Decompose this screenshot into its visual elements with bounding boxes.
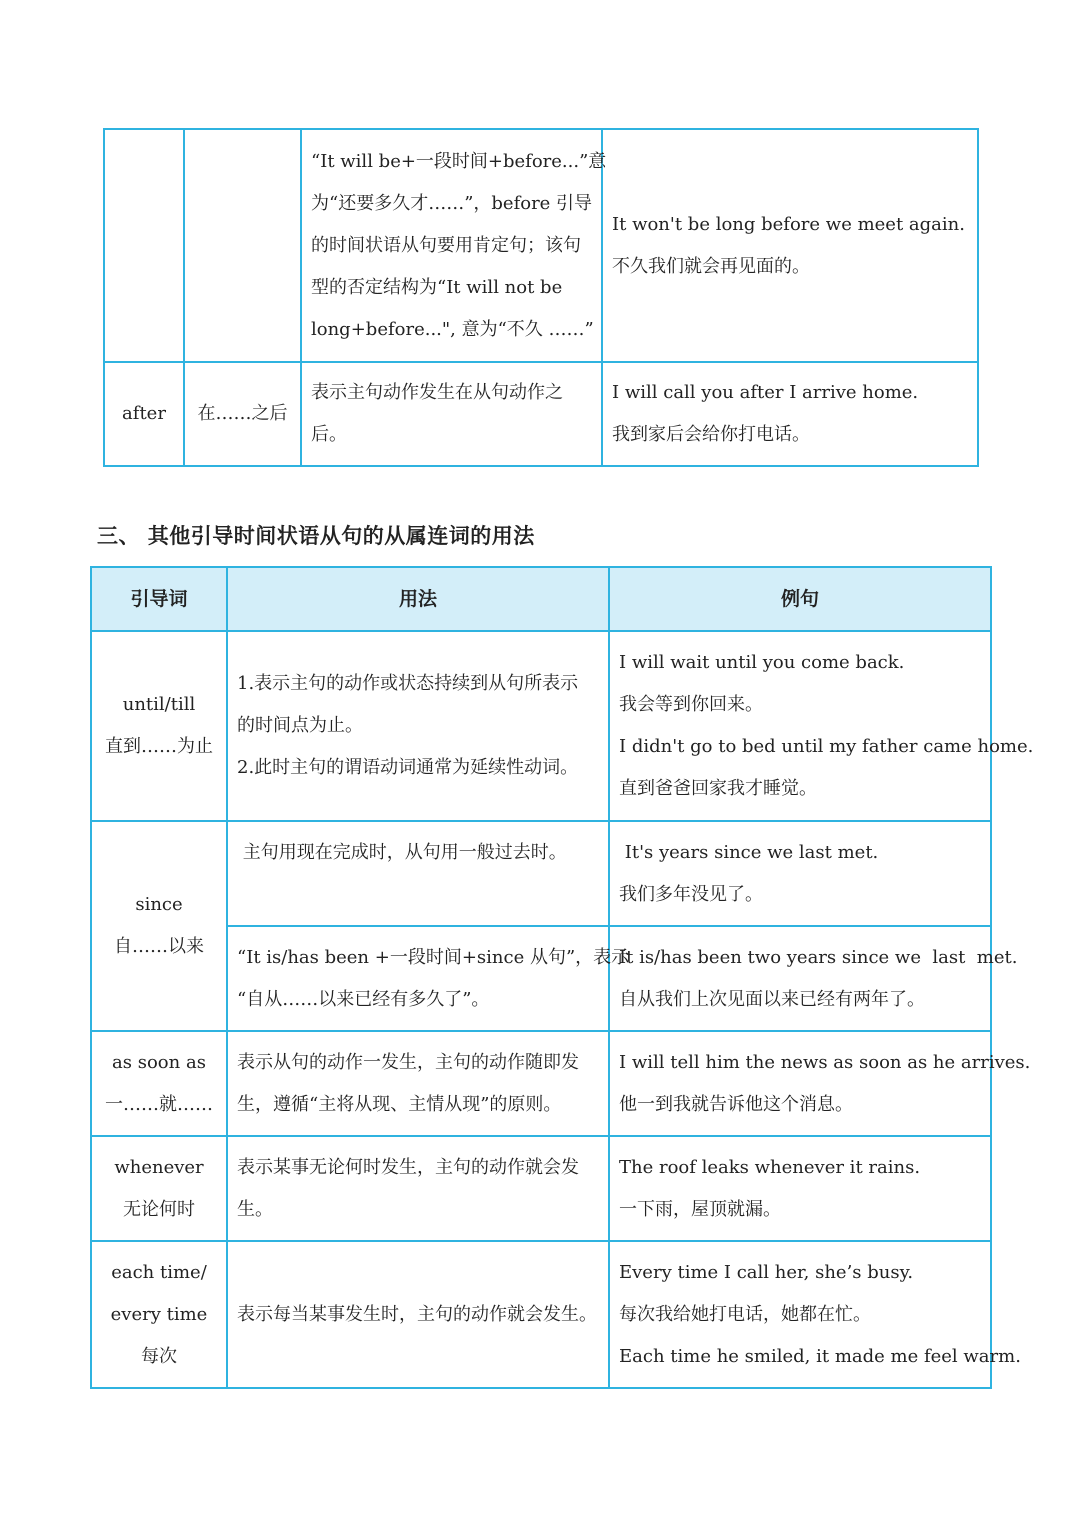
meaning-cell: 在……之后 bbox=[184, 362, 301, 466]
usage-cell bbox=[227, 1136, 609, 1241]
example-line: 自从我们上次见面以来已经有两年了。 bbox=[619, 988, 925, 1010]
usage-line: “It is/has been +一段时间+since 从句”，表示 bbox=[237, 946, 630, 968]
table-row bbox=[104, 362, 978, 466]
example-line: I will tell him the news as soon as he arrives. bbox=[619, 1051, 1031, 1073]
conjunction-cell bbox=[91, 1031, 227, 1136]
table-header-row bbox=[91, 567, 991, 631]
usage-cell bbox=[227, 1031, 609, 1136]
example-line: It won't be long before we meet again. bbox=[612, 213, 965, 235]
example-line: Each time he smiled, it made me feel warm. bbox=[619, 1345, 1021, 1367]
example-line: I will wait until you come back. bbox=[619, 652, 905, 673]
table-row bbox=[91, 1136, 991, 1241]
example-cell bbox=[609, 631, 1034, 821]
example-line: 每次我给她打电话，她都在忙。 bbox=[619, 1303, 871, 1325]
usage-line: 型的否定结构为“It will not be bbox=[311, 276, 563, 298]
table-row bbox=[91, 631, 991, 821]
usage-cell bbox=[227, 631, 609, 821]
example-line: 我到家后会给你打电话。 bbox=[612, 424, 810, 445]
conjunction-meaning: 一……就…… bbox=[105, 1093, 213, 1115]
meaning-cell bbox=[184, 129, 301, 362]
usage-line: 1.表示主句的动作或状态持续到从句所表示 bbox=[237, 673, 579, 694]
other-conjunctions-table bbox=[90, 566, 1034, 1389]
usage-line: 的时间点为止。 bbox=[237, 715, 363, 736]
usage-line: “自从……以来已经有多久了”。 bbox=[237, 988, 490, 1010]
example-cell bbox=[609, 926, 1018, 1031]
conjunction-word: until/till bbox=[122, 694, 196, 715]
conjunction-word: every time bbox=[110, 1303, 208, 1325]
example-line: It is/has been two years since we last met. bbox=[619, 946, 1018, 968]
usage-line: 表示某事无论何时发生，主句的动作就会发 bbox=[237, 1156, 579, 1178]
conjunction-word: each time/ bbox=[111, 1261, 207, 1283]
usage-cell bbox=[301, 362, 602, 466]
conjunction-cell bbox=[91, 821, 227, 1031]
usage-line: 生，遵循“主将从现、主情从现”的原则。 bbox=[237, 1093, 562, 1115]
table-row bbox=[91, 1031, 991, 1136]
usage-cell bbox=[227, 926, 630, 1031]
usage-line: 的时间状语从句要用肯定句；该句 bbox=[311, 234, 581, 256]
continued-conjunction-table bbox=[103, 128, 979, 467]
conjunction-cell bbox=[91, 1136, 227, 1241]
usage-line: 2.此时主句的谓语动词通常为延续性动词。 bbox=[237, 757, 579, 778]
conjunction-cell bbox=[91, 631, 227, 821]
header-example: 例句 bbox=[609, 567, 991, 631]
table-row bbox=[91, 1241, 991, 1388]
example-cell bbox=[609, 821, 991, 926]
conjunction-meaning: 直到……为止 bbox=[105, 736, 213, 757]
example-cell bbox=[609, 1241, 1021, 1388]
example-line: 一下雨，屋顶就漏。 bbox=[619, 1198, 781, 1220]
usage-cell bbox=[301, 129, 607, 362]
conjunction-meaning: 无论何时 bbox=[123, 1198, 195, 1220]
example-line: 他一到我就告诉他这个消息。 bbox=[619, 1093, 853, 1115]
usage-line: 表示从句的动作一发生，主句的动作随即发 bbox=[237, 1051, 579, 1073]
usage-cell bbox=[227, 1241, 609, 1388]
example-line: 直到爸爸回家我才睡觉。 bbox=[619, 778, 817, 799]
conjunction-word: as soon as bbox=[112, 1051, 206, 1073]
usage-line: long+before...", 意为“不久 ……” bbox=[311, 318, 594, 340]
example-cell bbox=[609, 1136, 991, 1241]
example-line: 我会等到你回来。 bbox=[619, 694, 763, 715]
header-usage: 用法 bbox=[227, 567, 609, 631]
example-line: The roof leaks whenever it rains. bbox=[619, 1156, 921, 1178]
header-conjunction: 引导词 bbox=[91, 567, 227, 631]
table-row bbox=[91, 821, 991, 926]
example-cell bbox=[609, 1031, 1031, 1136]
usage-line: 为“还要多久才……”，before 引导 bbox=[311, 192, 593, 214]
usage-line: 后。 bbox=[311, 424, 347, 445]
example-line: 我们多年没见了。 bbox=[619, 883, 763, 905]
conjunction-cell bbox=[91, 1241, 227, 1388]
conjunction-meaning: 每次 bbox=[141, 1345, 177, 1367]
example-line: I will call you after I arrive home. bbox=[612, 382, 919, 403]
table-row bbox=[104, 129, 978, 362]
example-cell bbox=[602, 129, 978, 362]
example-line: It's years since we last met. bbox=[619, 841, 879, 863]
conjunction-meaning: 自……以来 bbox=[114, 936, 204, 957]
example-line: Every time I call her, she’s busy. bbox=[619, 1261, 914, 1283]
example-line: I didn't go to bed until my father came home. bbox=[619, 736, 1034, 757]
usage-line: 生。 bbox=[237, 1198, 273, 1220]
usage-line: 表示每当某事发生时，主句的动作就会发生。 bbox=[237, 1303, 597, 1325]
example-cell bbox=[602, 362, 978, 466]
usage-line: 表示主句动作发生在从句动作之 bbox=[311, 382, 563, 403]
usage-line: 主句用现在完成时，从句用一般过去时。 bbox=[237, 842, 567, 863]
conjunction-cell bbox=[104, 129, 184, 362]
conjunction-word: since bbox=[135, 894, 183, 915]
conjunction-word: whenever bbox=[114, 1156, 204, 1178]
usage-line: “It will be+一段时间+before...”意 bbox=[311, 150, 607, 172]
usage-cell bbox=[227, 821, 609, 926]
conjunction-cell: after bbox=[104, 362, 184, 466]
example-line: 不久我们就会再见面的。 bbox=[612, 255, 810, 277]
section-heading: 三、 其他引导时间状语从句的从属连词的用法 bbox=[97, 524, 535, 548]
